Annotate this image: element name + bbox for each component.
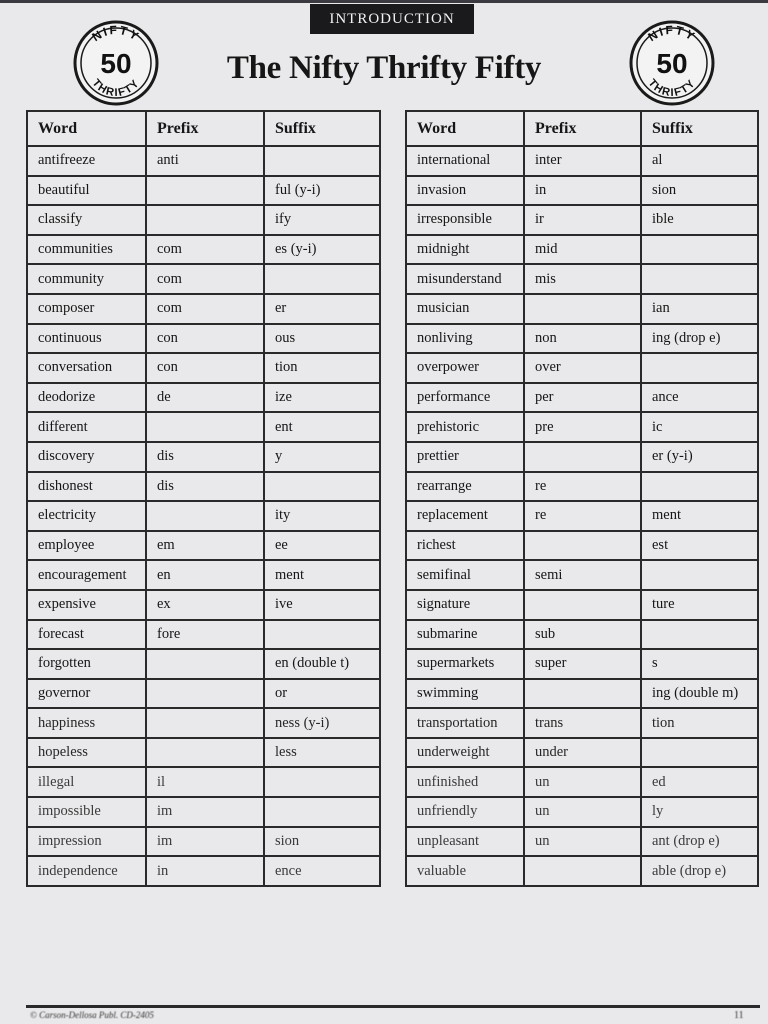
cell-suffix: ive (264, 590, 380, 620)
column-header-suffix: Suffix (641, 111, 758, 146)
cell-suffix (641, 264, 758, 294)
cell-suffix: ment (264, 560, 380, 590)
cell-suffix: er (y-i) (641, 442, 758, 472)
table-row (27, 560, 380, 590)
cell-word: encouragement (27, 560, 146, 590)
cell-prefix: un (524, 767, 641, 797)
cell-word: submarine (406, 620, 524, 650)
table-header-row (406, 111, 758, 146)
cell-word: unfriendly (406, 797, 524, 827)
table-row (27, 679, 380, 709)
cell-prefix (146, 412, 264, 442)
page-title: The Nifty Thrifty Fifty (226, 50, 542, 86)
table-row (27, 531, 380, 561)
table-row (406, 708, 758, 738)
table-row (406, 649, 758, 679)
cell-prefix: re (524, 472, 641, 502)
cell-prefix (524, 442, 641, 472)
cell-prefix (524, 590, 641, 620)
cell-prefix: re (524, 501, 641, 531)
cell-prefix (146, 738, 264, 768)
cell-suffix: sion (641, 176, 758, 206)
column-header-word: Word (27, 111, 146, 146)
cell-word: irresponsible (406, 205, 524, 235)
cell-prefix: dis (146, 472, 264, 502)
cell-prefix: under (524, 738, 641, 768)
cell-suffix (641, 472, 758, 502)
cell-suffix: ent (264, 412, 380, 442)
table-row (406, 235, 758, 265)
cell-suffix (641, 235, 758, 265)
table-row (406, 679, 758, 709)
cell-suffix: ic (641, 412, 758, 442)
cell-word: forecast (27, 620, 146, 650)
cell-word: electricity (27, 501, 146, 531)
table-row (27, 412, 380, 442)
cell-prefix (524, 679, 641, 709)
cell-suffix: sion (264, 827, 380, 857)
cell-suffix: est (641, 531, 758, 561)
cell-prefix: per (524, 383, 641, 413)
page-number: 11 (734, 1010, 744, 1021)
cell-word: expensive (27, 590, 146, 620)
table-row (27, 501, 380, 531)
table-row (406, 767, 758, 797)
cell-suffix (264, 264, 380, 294)
cell-prefix: de (146, 383, 264, 413)
cell-suffix: y (264, 442, 380, 472)
cell-word: supermarkets (406, 649, 524, 679)
table-row (27, 146, 380, 176)
bottom-rule (26, 1005, 760, 1008)
cell-suffix: ible (641, 205, 758, 235)
cell-prefix: ir (524, 205, 641, 235)
table-row (406, 324, 758, 354)
cell-word: musician (406, 294, 524, 324)
table-row (406, 412, 758, 442)
cell-word: independence (27, 856, 146, 886)
cell-suffix: ant (drop e) (641, 827, 758, 857)
table-row (27, 620, 380, 650)
word-table-left-body (27, 146, 380, 886)
cell-suffix: ity (264, 501, 380, 531)
cell-word: illegal (27, 767, 146, 797)
cell-word: invasion (406, 176, 524, 206)
cell-prefix: un (524, 827, 641, 857)
cell-word: governor (27, 679, 146, 709)
cell-word: different (27, 412, 146, 442)
word-table-right-body (406, 146, 758, 886)
cell-prefix (146, 708, 264, 738)
cell-prefix: mis (524, 264, 641, 294)
cell-word: employee (27, 531, 146, 561)
cell-suffix (641, 560, 758, 590)
cell-prefix: com (146, 264, 264, 294)
cell-suffix: ful (y-i) (264, 176, 380, 206)
logo-number: 50 (656, 48, 688, 79)
table-row (406, 146, 758, 176)
table-row (27, 353, 380, 383)
cell-suffix: ness (y-i) (264, 708, 380, 738)
table-row (406, 472, 758, 502)
logo-top-text: NIFTY (645, 22, 699, 45)
cell-prefix: super (524, 649, 641, 679)
cell-suffix: ence (264, 856, 380, 886)
cell-word: antifreeze (27, 146, 146, 176)
table-row (406, 442, 758, 472)
table-row (27, 649, 380, 679)
cell-word: communities (27, 235, 146, 265)
cell-prefix: mid (524, 235, 641, 265)
cell-word: classify (27, 205, 146, 235)
table-row (27, 264, 380, 294)
cell-word: signature (406, 590, 524, 620)
cell-word: rearrange (406, 472, 524, 502)
cell-word: overpower (406, 353, 524, 383)
cell-suffix: ee (264, 531, 380, 561)
table-row (27, 383, 380, 413)
cell-suffix: ed (641, 767, 758, 797)
cell-prefix (524, 856, 641, 886)
cell-suffix: or (264, 679, 380, 709)
cell-suffix: ing (double m) (641, 679, 758, 709)
cell-suffix (264, 797, 380, 827)
table-row (406, 176, 758, 206)
cell-word: discovery (27, 442, 146, 472)
table-row (406, 205, 758, 235)
table-header-row (27, 111, 380, 146)
column-header-prefix: Prefix (146, 111, 264, 146)
cell-prefix: im (146, 797, 264, 827)
footer-credit: © Carson-Dellosa Publ. CD-2405 (30, 1010, 154, 1020)
cell-prefix (524, 531, 641, 561)
cell-prefix: com (146, 235, 264, 265)
top-rule (0, 0, 768, 3)
cell-word: prehistoric (406, 412, 524, 442)
logo-bottom-text: THRIFTY (645, 77, 699, 100)
cell-prefix: over (524, 353, 641, 383)
cell-word: impossible (27, 797, 146, 827)
table-row (27, 235, 380, 265)
cell-suffix: ment (641, 501, 758, 531)
cell-word: community (27, 264, 146, 294)
table-row (406, 590, 758, 620)
table-row (406, 501, 758, 531)
cell-suffix (641, 620, 758, 650)
cell-suffix: ify (264, 205, 380, 235)
section-tag: INTRODUCTION (310, 4, 474, 34)
cell-word: swimming (406, 679, 524, 709)
cell-suffix: ous (264, 324, 380, 354)
cell-word: international (406, 146, 524, 176)
cell-prefix: anti (146, 146, 264, 176)
cell-prefix (146, 649, 264, 679)
cell-word: beautiful (27, 176, 146, 206)
cell-suffix: en (double t) (264, 649, 380, 679)
cell-word: forgotten (27, 649, 146, 679)
cell-word: deodorize (27, 383, 146, 413)
cell-word: unpleasant (406, 827, 524, 857)
nifty-fifty-logo-right (628, 20, 716, 106)
logo-number: 50 (100, 48, 132, 79)
cell-prefix: semi (524, 560, 641, 590)
table-row (27, 205, 380, 235)
cell-prefix: en (146, 560, 264, 590)
table-row (406, 827, 758, 857)
cell-suffix: less (264, 738, 380, 768)
cell-word: misunderstand (406, 264, 524, 294)
cell-prefix: em (146, 531, 264, 561)
cell-suffix (264, 620, 380, 650)
cell-prefix (524, 294, 641, 324)
table-row (27, 708, 380, 738)
table-row (27, 856, 380, 886)
column-header-word: Word (406, 111, 524, 146)
cell-word: nonliving (406, 324, 524, 354)
cell-prefix (146, 205, 264, 235)
logo-bottom-text: THRIFTY (89, 77, 143, 100)
cell-suffix: s (641, 649, 758, 679)
cell-prefix: non (524, 324, 641, 354)
table-row (27, 767, 380, 797)
cell-prefix: un (524, 797, 641, 827)
cell-word: midnight (406, 235, 524, 265)
cell-word: composer (27, 294, 146, 324)
cell-suffix: al (641, 146, 758, 176)
cell-suffix: ture (641, 590, 758, 620)
cell-suffix (264, 767, 380, 797)
cell-prefix: con (146, 353, 264, 383)
cell-word: valuable (406, 856, 524, 886)
table-row (406, 856, 758, 886)
cell-prefix: il (146, 767, 264, 797)
cell-suffix: tion (641, 708, 758, 738)
cell-word: unfinished (406, 767, 524, 797)
table-row (406, 264, 758, 294)
table-row (27, 797, 380, 827)
cell-prefix: in (146, 856, 264, 886)
table-row (27, 442, 380, 472)
table-row (406, 797, 758, 827)
cell-suffix: ance (641, 383, 758, 413)
word-table-left (26, 110, 381, 887)
cell-prefix: ex (146, 590, 264, 620)
cell-word: hopeless (27, 738, 146, 768)
cell-word: transportation (406, 708, 524, 738)
cell-prefix (146, 176, 264, 206)
cell-word: impression (27, 827, 146, 857)
cell-suffix: ing (drop e) (641, 324, 758, 354)
cell-prefix: sub (524, 620, 641, 650)
cell-word: performance (406, 383, 524, 413)
word-table-right (405, 110, 759, 887)
table-row (406, 383, 758, 413)
column-header-prefix: Prefix (524, 111, 641, 146)
table-row (406, 531, 758, 561)
cell-word: continuous (27, 324, 146, 354)
cell-suffix (264, 472, 380, 502)
cell-word: prettier (406, 442, 524, 472)
cell-suffix (641, 738, 758, 768)
cell-suffix: es (y-i) (264, 235, 380, 265)
table-row (27, 324, 380, 354)
cell-prefix (146, 501, 264, 531)
cell-suffix: ize (264, 383, 380, 413)
table-row (406, 620, 758, 650)
cell-prefix (146, 679, 264, 709)
cell-suffix: ian (641, 294, 758, 324)
cell-prefix: pre (524, 412, 641, 442)
cell-word: happiness (27, 708, 146, 738)
cell-word: richest (406, 531, 524, 561)
cell-word: conversation (27, 353, 146, 383)
table-row (27, 472, 380, 502)
table-row (27, 590, 380, 620)
cell-suffix (264, 146, 380, 176)
cell-prefix: com (146, 294, 264, 324)
table-row (27, 738, 380, 768)
cell-prefix: im (146, 827, 264, 857)
cell-suffix (641, 353, 758, 383)
table-row (27, 294, 380, 324)
table-row (406, 738, 758, 768)
cell-prefix: dis (146, 442, 264, 472)
cell-prefix: trans (524, 708, 641, 738)
cell-prefix: inter (524, 146, 641, 176)
table-row (27, 827, 380, 857)
cell-prefix: con (146, 324, 264, 354)
cell-suffix: able (drop e) (641, 856, 758, 886)
cell-word: semifinal (406, 560, 524, 590)
cell-word: replacement (406, 501, 524, 531)
table-row (406, 294, 758, 324)
cell-word: dishonest (27, 472, 146, 502)
cell-suffix: er (264, 294, 380, 324)
logo-top-text: NIFTY (89, 22, 143, 45)
table-row (27, 176, 380, 206)
cell-suffix: tion (264, 353, 380, 383)
cell-word: underweight (406, 738, 524, 768)
column-header-suffix: Suffix (264, 111, 380, 146)
table-row (406, 353, 758, 383)
cell-suffix: ly (641, 797, 758, 827)
cell-prefix: fore (146, 620, 264, 650)
table-row (406, 560, 758, 590)
cell-prefix: in (524, 176, 641, 206)
